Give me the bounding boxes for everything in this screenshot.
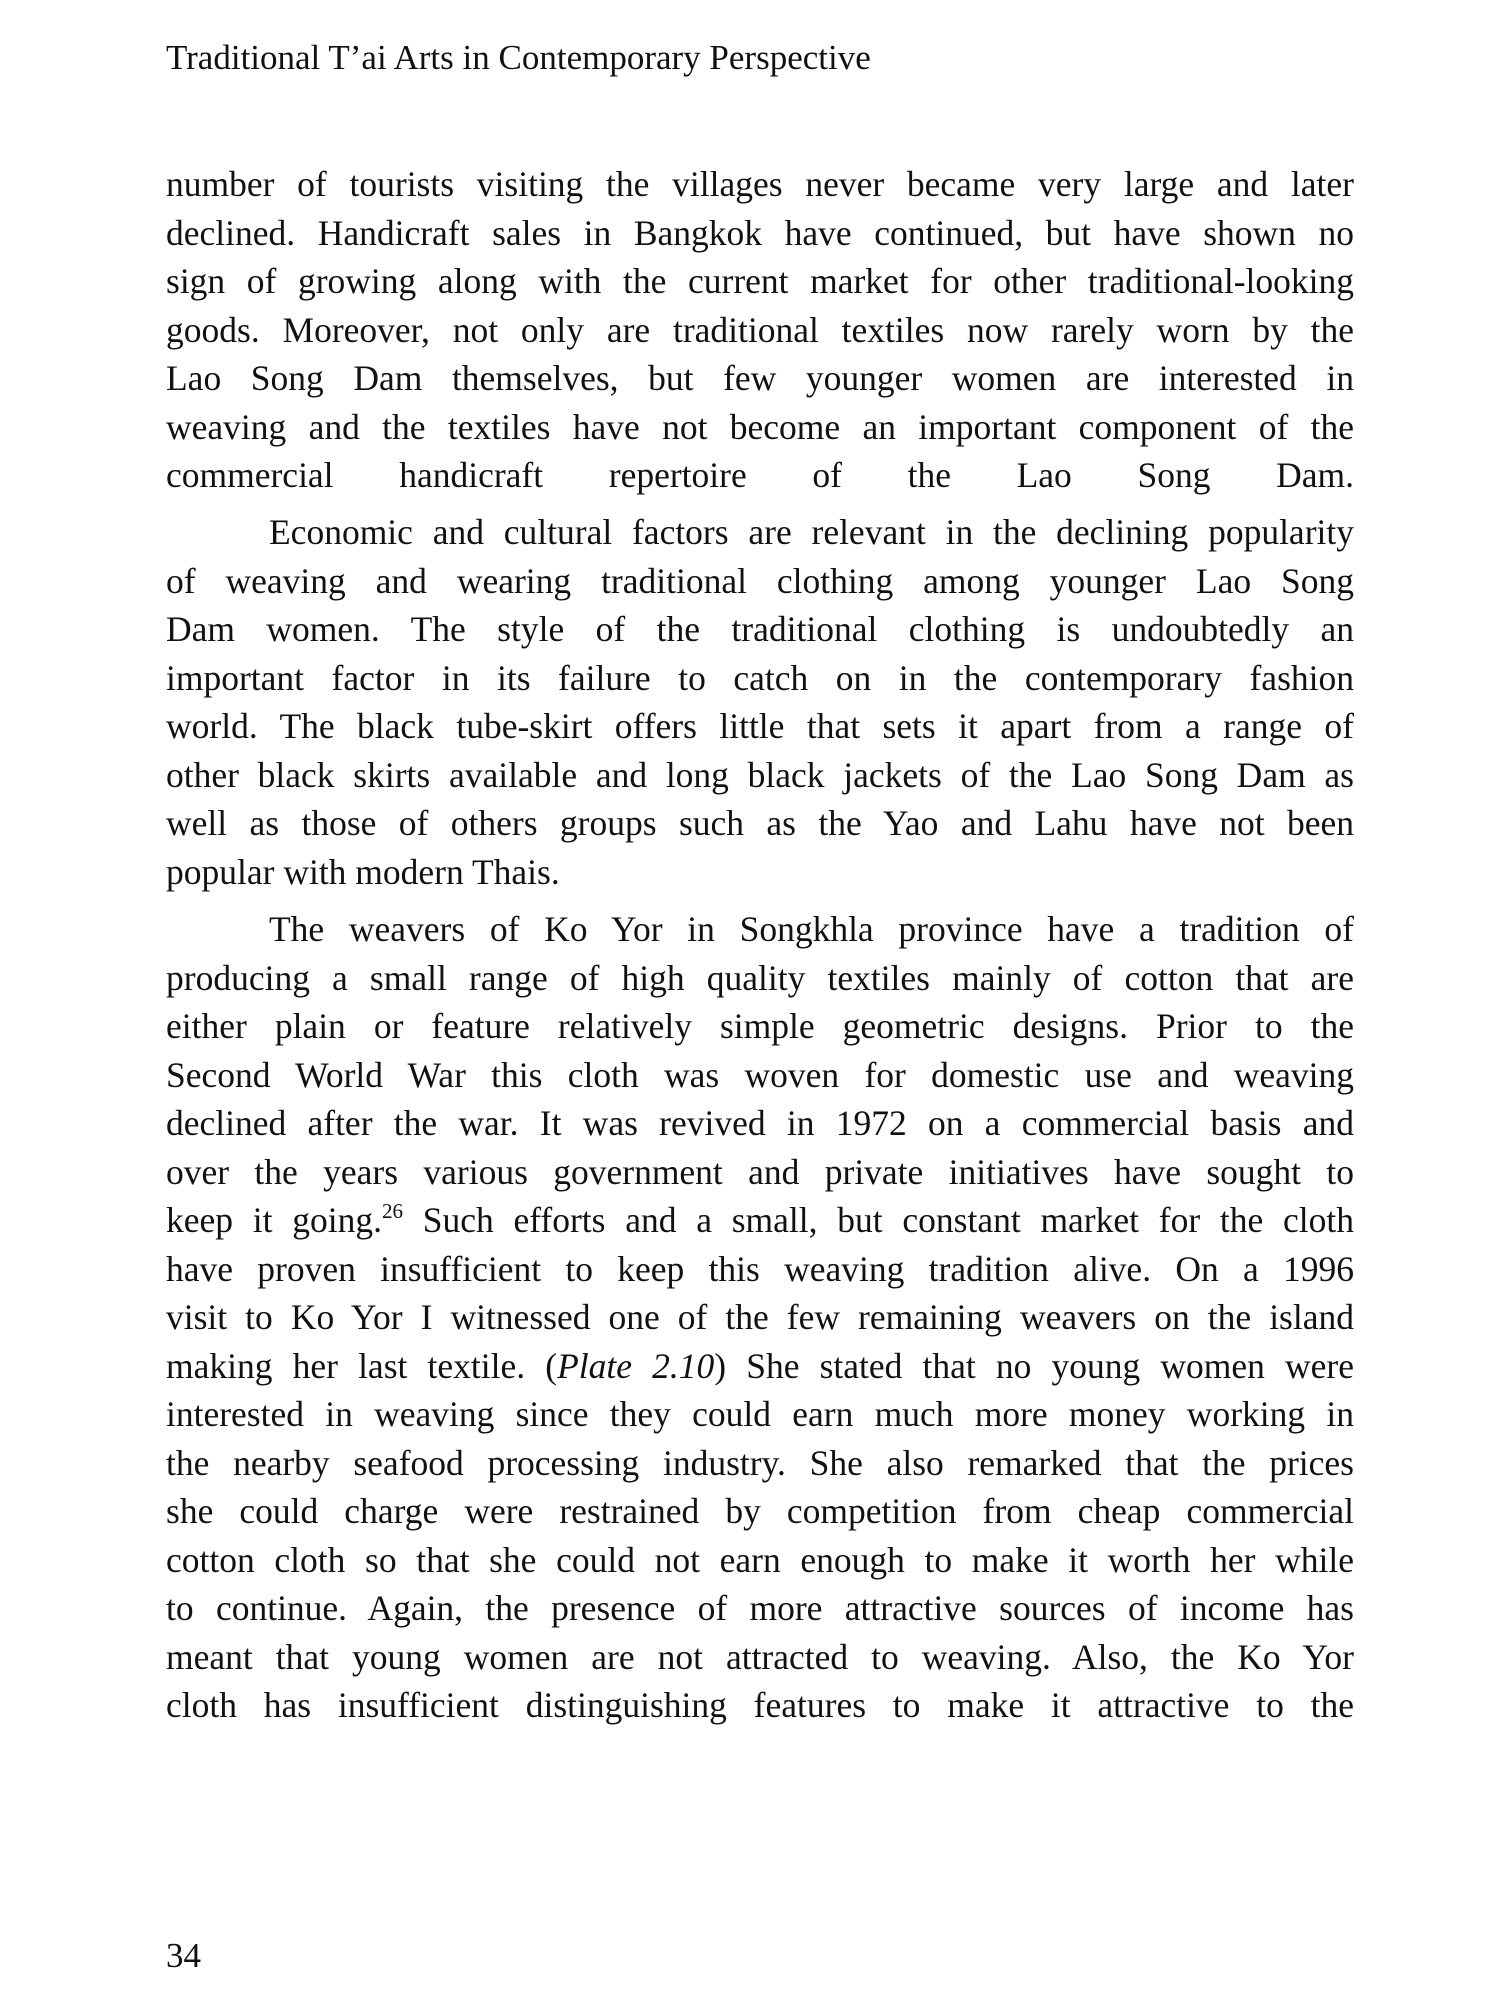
text-run: Lao Song Dam themselves, but few younger women are interested in	[166, 358, 1354, 398]
text-run: cloth has insufficient distinguishing features to make it attractive to the	[166, 1685, 1354, 1725]
running-header: Traditional T’ai Arts in Contemporary Perspective	[166, 38, 871, 77]
text-line	[166, 1584, 1354, 1633]
paragraph-2	[166, 508, 1354, 896]
text-line	[166, 306, 1354, 355]
text-run: other black skirts available and long black jackets of the Lao Song Dam as	[166, 754, 1354, 795]
text-run: producing a small range of high quality textiles mainly of cotton that are	[166, 957, 1354, 998]
text-line	[166, 605, 1354, 654]
text-run: cotton cloth so that she could not earn enough to make it worth her while	[166, 1539, 1354, 1580]
text-run: number of tourists visiting the villages never became very large and later	[166, 164, 1354, 204]
text-line	[166, 799, 1354, 848]
text-run: popular with modern Thais.	[166, 851, 560, 892]
text-line	[166, 848, 1354, 897]
text-line	[166, 451, 1354, 500]
text-run: well as those of others groups such as the Yao and Lahu have not been	[166, 803, 1354, 843]
text-line	[166, 1439, 1354, 1488]
text-run: world. The black tube-skirt offers little that sets it apart from a range of	[166, 706, 1354, 746]
text-run: interested in weaving since they could earn much more money working in	[166, 1394, 1354, 1434]
text-line	[166, 954, 1354, 1003]
text-line	[166, 1002, 1354, 1051]
paragraph-3	[166, 905, 1354, 1730]
text-run: to continue. Again, the presence of more attractive sources of income has	[166, 1588, 1354, 1628]
text-run: sign of growing along with the current market for other traditional-looking	[166, 261, 1354, 301]
text-run: Such efforts and a small, but constant market for the cloth	[402, 1200, 1354, 1240]
text-line	[166, 1342, 1354, 1391]
text-run: making her last textile. (	[166, 1345, 558, 1386]
text-line	[166, 1487, 1354, 1536]
text-line	[166, 257, 1354, 306]
text-run: declined. Handicraft sales in Bangkok have continued, but have shown no	[166, 212, 1354, 253]
text-run: The weavers of Ko Yor in Songkhla province have a tradition of	[269, 909, 1354, 949]
text-line	[166, 1245, 1354, 1294]
page-number: 34	[166, 1936, 201, 1975]
text-run: commercial handicraft repertoire of the Lao Song Dam.	[166, 455, 1354, 495]
text-line	[166, 1681, 1354, 1730]
text-line	[166, 403, 1354, 452]
text-line	[166, 557, 1354, 606]
paragraph-1	[166, 160, 1354, 500]
text-run: Economic and cultural factors are relevant in the declining popularity	[269, 512, 1354, 552]
plate-reference: Plate 2.10	[557, 1345, 715, 1386]
text-line	[166, 354, 1354, 403]
text-line	[166, 1196, 1354, 1245]
text-run: of weaving and wearing traditional clothing among younger Lao Song	[166, 560, 1354, 601]
text-line	[166, 751, 1354, 800]
text-run: either plain or feature relatively simple geometric designs. Prior to the	[166, 1006, 1354, 1046]
text-run: important factor in its failure to catch on in the contemporary fashion	[166, 657, 1354, 698]
text-line	[166, 160, 1354, 209]
text-run: have proven insufficient to keep this weaving tradition alive. On a 1996	[166, 1248, 1354, 1289]
text-run: declined after the war. It was revived in 1972 on a commercial basis and	[166, 1103, 1354, 1143]
text-run: she could charge were restrained by competition from cheap commercial	[166, 1491, 1354, 1531]
text-line	[166, 1099, 1354, 1148]
footnote-reference: 26	[381, 1199, 403, 1223]
text-line	[166, 1536, 1354, 1585]
text-line	[166, 1051, 1354, 1100]
text-line	[166, 209, 1354, 258]
text-run: keep it going.	[166, 1200, 382, 1240]
text-line	[166, 1633, 1354, 1682]
text-run: the nearby seafood processing industry. She also remarked that the prices	[166, 1442, 1354, 1483]
text-run: meant that young women are not attracted to weaving. Also, the Ko Yor	[166, 1636, 1354, 1677]
text-line	[166, 1293, 1354, 1342]
text-run: over the years various government and private initiatives have sought to	[166, 1151, 1354, 1192]
text-line	[166, 1148, 1354, 1197]
text-line	[166, 508, 1354, 557]
text-run: ) She stated that no young women were	[714, 1345, 1355, 1386]
text-run: goods. Moreover, not only are traditional textiles now rarely worn by the	[166, 309, 1354, 350]
text-run: visit to Ko Yor I witnessed one of the few remaining weavers on the island	[166, 1297, 1354, 1337]
text-line	[166, 654, 1354, 703]
text-run: weaving and the textiles have not become an important component of the	[166, 406, 1354, 447]
text-line	[166, 905, 1354, 954]
text-run: Second World War this cloth was woven for domestic use and weaving	[166, 1054, 1354, 1095]
text-line	[166, 1390, 1354, 1439]
text-line	[166, 702, 1354, 751]
text-run: Dam women. The style of the traditional clothing is undoubtedly an	[166, 609, 1354, 649]
